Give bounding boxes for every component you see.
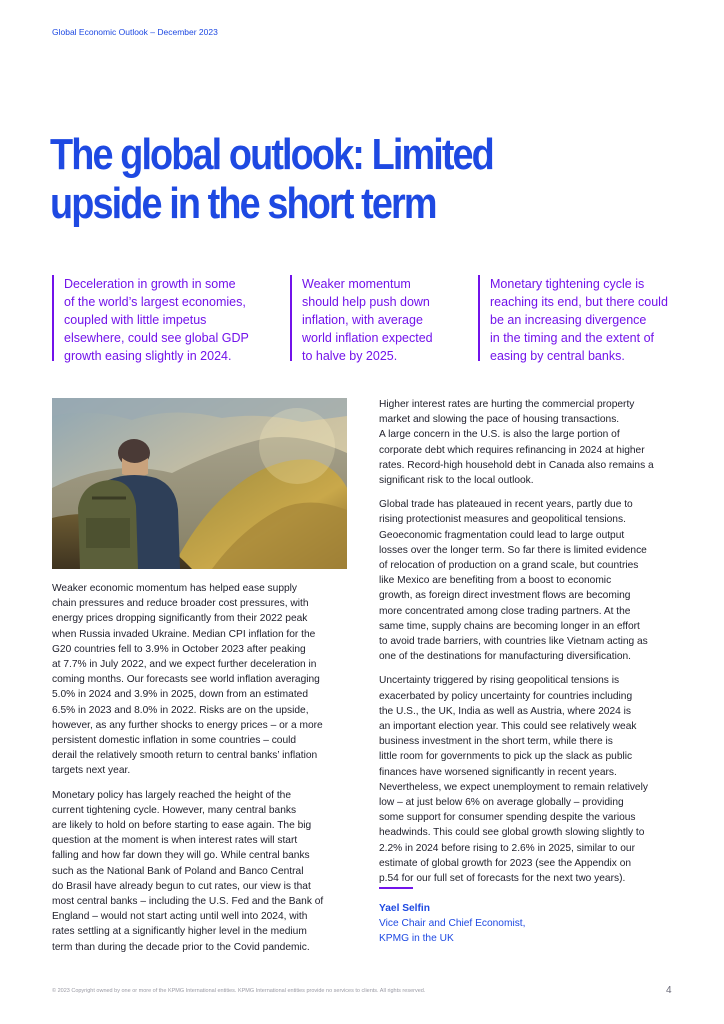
page-title-line-1: The global outlook: Limited bbox=[50, 130, 493, 179]
left-paragraph-line: coming months. Our forecasts see world inflation averaging bbox=[52, 674, 320, 686]
left-paragraph-line: current tightening cycle. However, many central banks bbox=[52, 804, 297, 816]
callout-line: of the world’s largest economies, bbox=[64, 295, 246, 309]
right-paragraph-line: significant risk to the local outlook. bbox=[379, 475, 534, 487]
callout-line: easing by central banks. bbox=[490, 349, 625, 363]
right-paragraph-line: business investment in the short term, while there is bbox=[379, 736, 613, 748]
left-column bbox=[52, 581, 347, 964]
left-paragraph-line: however, as any further shocks to energy prices – or a more bbox=[52, 719, 323, 731]
left-paragraph-line: energy prices dropping significantly from their 2022 peak bbox=[52, 613, 308, 625]
right-paragraph-line: Nevertheless, we expect unemployment to remain relatively bbox=[379, 781, 648, 793]
right-paragraph-line: growth, as foreign direct investment flows are becoming bbox=[379, 590, 631, 602]
right-paragraph-line: Higher interest rates are hurting the commercial property bbox=[379, 399, 635, 410]
callout-line: to halve by 2025. bbox=[302, 349, 398, 363]
right-paragraph-line: same time, supply chains are becoming longer in an effort bbox=[379, 620, 640, 632]
right-paragraph-line: an important election year. This could see relatively weak bbox=[379, 721, 637, 733]
left-paragraph-line: Monetary policy has largely reached the height of the bbox=[52, 789, 291, 801]
left-paragraph-line: 5.0% in 2024 and 3.9% in 2025, down from an estimated bbox=[52, 689, 308, 701]
right-paragraph-line: 2.2% in 2024 before rising to 2.6% in 2025, similar to our bbox=[379, 842, 635, 854]
left-paragraph-line: England – would not start acting until well into 2024, with bbox=[52, 911, 308, 923]
right-paragraph-line: one of the destinations for manufacturing diversification. bbox=[379, 651, 632, 663]
right-paragraph-line: estimate of global growth for 2023 (see the Appendix on bbox=[379, 857, 632, 869]
left-paragraph-line: Weaker economic momentum has helped ease supply bbox=[52, 583, 298, 594]
right-paragraph-line: low – at just below 6% on average globally – providing bbox=[379, 797, 624, 809]
right-paragraph-line: market and slowing the pace of housing transactions. bbox=[379, 414, 620, 426]
callout-line: be an increasing divergence bbox=[490, 313, 647, 327]
left-paragraph-line: do Brasil have already begun to cut rates, our view is that bbox=[52, 880, 311, 892]
left-paragraph-line: persistent domestic inflation in some countries – could bbox=[52, 735, 297, 747]
author-signature bbox=[379, 901, 525, 946]
callout-line: Monetary tightening cycle is bbox=[490, 277, 645, 291]
right-paragraph-line: corporate debt which requires refinancing in 2024 at higher bbox=[379, 444, 645, 456]
signature-divider bbox=[379, 887, 413, 889]
right-paragraph-line: headwinds. This could see global growth slowing slightly to bbox=[379, 827, 645, 839]
right-paragraph-line: A large concern in the U.S. is also the large portion of bbox=[379, 429, 620, 441]
author-organization: KPMG in the UK bbox=[379, 933, 454, 944]
right-paragraph-line: Uncertainty triggered by rising geopolitical tensions is bbox=[379, 675, 620, 687]
right-paragraph-line: more concentrated among close trading partners. At the bbox=[379, 605, 631, 617]
callout-growth bbox=[52, 275, 262, 361]
right-paragraph-line: to avoid trade barriers, with countries like Vietnam acting as bbox=[379, 636, 648, 648]
left-paragraph-line: question at the moment is when interest rates will start bbox=[52, 835, 298, 847]
hiker-mountain-photo bbox=[52, 398, 347, 569]
left-paragraph-line: 6.5% in 2023 and 8.0% in 2022. Risks are on the upside, bbox=[52, 704, 309, 716]
left-paragraph-1 bbox=[52, 581, 347, 779]
right-paragraph-line: p.54 for our full set of forecasts for the next two years). bbox=[379, 873, 626, 885]
callout-line: Deceleration in growth in some bbox=[64, 277, 236, 291]
page-title-line-2: upside in the short term bbox=[50, 179, 436, 228]
callout-line: world inflation expected bbox=[302, 331, 433, 345]
page-title bbox=[50, 130, 493, 228]
left-paragraph-line: targets next year. bbox=[52, 765, 131, 777]
page-number: 4 bbox=[666, 985, 672, 996]
left-paragraph-line: term than during the decade prior to the Covid pandemic. bbox=[52, 941, 310, 953]
author-role: Vice Chair and Chief Economist, bbox=[379, 918, 526, 929]
left-paragraph-2 bbox=[52, 788, 347, 955]
left-paragraph-line: rates settling at a significantly higher level in the medium bbox=[52, 926, 307, 938]
right-paragraph-line: Geoeconomic fragmentation could lead to large output bbox=[379, 529, 625, 541]
left-paragraph-line: chain pressures and reduce broader cost pressures, with bbox=[52, 598, 309, 610]
right-paragraph-line: of relocation of production on a grand scale, but countries bbox=[379, 560, 639, 572]
document-header: Global Economic Outlook – December 2023 bbox=[52, 27, 218, 37]
left-paragraph-line: derail the relatively smooth return to central banks’ inflation bbox=[52, 750, 318, 762]
left-paragraph-line: when Russia invaded Ukraine. Median CPI inflation for the bbox=[52, 628, 316, 640]
right-paragraph-line: like Mexico are benefiting from a boost to economic bbox=[379, 575, 612, 587]
left-paragraph-line: G20 countries fell to 3.9% in October 2023 after peaking bbox=[52, 643, 306, 655]
callout-line: should help push down bbox=[302, 295, 430, 309]
callout-line: coupled with little impetus bbox=[64, 313, 207, 327]
left-paragraph-line: such as the National Bank of Poland and Banco Central bbox=[52, 865, 304, 877]
callout-line: reaching its end, but there could bbox=[490, 295, 668, 309]
right-paragraph-line: losses over the longer term. So far there is limited evidence bbox=[379, 544, 647, 556]
right-paragraph-2 bbox=[379, 497, 674, 664]
right-paragraph-1 bbox=[379, 397, 674, 488]
callout-inflation bbox=[290, 275, 460, 361]
right-paragraph-line: finances have worsened significantly in recent years. bbox=[379, 766, 617, 778]
right-paragraph-line: the U.S., the UK, India as well as Austria, where 2024 is bbox=[379, 705, 631, 717]
right-paragraph-line: exacerbated by policy uncertainty for countries including bbox=[379, 690, 633, 702]
copyright-notice: © 2023 Copyright owned by one or more of the KPMG International entities. KPMG International entities provide no services to clients. All rights reserved. bbox=[52, 988, 426, 994]
right-paragraph-line: rates. Record-high household debt in Canada also remains a bbox=[379, 459, 654, 471]
photo-illustration bbox=[52, 398, 347, 569]
right-paragraph-line: Global trade has plateaued in recent years, partly due to bbox=[379, 499, 633, 511]
callout-line: growth easing slightly in 2024. bbox=[64, 349, 232, 363]
right-column bbox=[379, 397, 674, 895]
author-name: Yael Selfin bbox=[379, 903, 430, 914]
left-paragraph-line: most central banks – including the U.S. Fed and the Bank of bbox=[52, 896, 324, 908]
right-paragraph-line: little room for governments to pick up the slack as public bbox=[379, 751, 633, 763]
callout-line: Weaker momentum bbox=[302, 277, 411, 291]
callout-line: elsewhere, could see global GDP bbox=[64, 331, 249, 345]
left-paragraph-line: falling and how far down they will go. While central banks bbox=[52, 850, 310, 862]
left-paragraph-line: are likely to hold on before starting to ease again. The big bbox=[52, 820, 312, 832]
left-paragraph-line: at 7.7% in July 2022, and we expect further deceleration in bbox=[52, 659, 317, 671]
callout-line: inflation, with average bbox=[302, 313, 423, 327]
right-paragraph-3 bbox=[379, 673, 674, 886]
right-paragraph-line: rising protectionist measures and geopolitical tensions. bbox=[379, 514, 626, 526]
callout-monetary bbox=[478, 275, 683, 361]
right-paragraph-line: some support for consumer spending despite the various bbox=[379, 812, 636, 824]
callout-line: in the timing and the extent of bbox=[490, 331, 654, 345]
